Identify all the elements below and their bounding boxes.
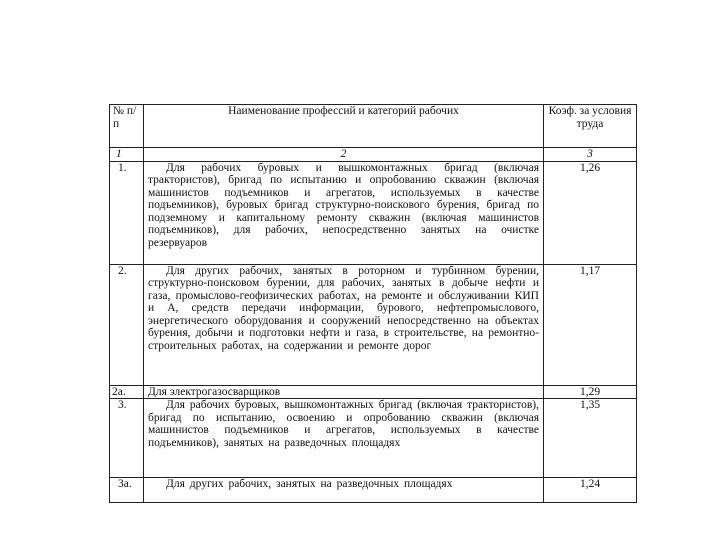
row-name-text: Для других рабочих, занятых на разведочных площадях — [166, 478, 453, 490]
table-row — [110, 161, 637, 264]
document-page — [109, 104, 636, 503]
row-num: 2а. — [110, 385, 144, 399]
row-name — [144, 478, 544, 503]
row-name — [144, 264, 544, 385]
header-coef-cell: Коэф. за условия труда — [544, 105, 637, 148]
row-num: 3а. — [110, 478, 144, 503]
header-num-cell: № п/п — [110, 105, 144, 148]
table-row — [110, 385, 637, 399]
header-name-cell: Наименование профессий и категорий рабочих — [144, 105, 544, 148]
row-name-text: Для рабочих буровых, вышкомонтажных бригад (включая трактористов), бригад по испытанию, освоению и опробованию скважин (включая машинистов подъемников и агрегатов, используемых в качестве подъемников), занятых на разведочных площадях — [148, 399, 539, 449]
row-name — [144, 399, 544, 478]
table-header-row — [110, 105, 637, 148]
table-row — [110, 399, 637, 478]
table-row — [110, 264, 637, 385]
row-coef: 1,17 — [544, 264, 637, 385]
row-coef: 1,29 — [544, 385, 637, 399]
row-coef: 1,35 — [544, 399, 637, 478]
row-num: 1. — [110, 161, 144, 264]
column-index-2: 2 — [144, 148, 544, 162]
row-name-text: Для других рабочих, занятых в роторном и турбинном бурении, структурно-поисковом бурении, для рабочих, занятых в добыче нефти и газа, промыслово-геофизических работах, на ремонте и обслуживании КИП и А, средств передачи информации, бурового, нефтепромыслового, энергетического оборудования и сооружений непосредственно на объектах бурения, добычи и подготовки нефти и газа, в строительстве, на ремонтно-строительных работах, на содержании и ремонте дорог — [148, 264, 539, 352]
row-name-text: Для рабочих буровых и вышкомонтажных бригад (включая трактористов), бригад по испытанию и опробованию скважин (включая машинистов подъемников и агрегатов, используемых в качестве подъемников), буровых бригад структурно-поискового бурения, бригад по подземному и капитальному ремонту скважин (включая машинистов подъемников), для рабочих, непосредственно занятых на очистке резервуаров — [148, 161, 539, 249]
column-index-3: 3 — [544, 148, 637, 162]
row-coef: 1,26 — [544, 161, 637, 264]
column-index-row — [110, 148, 637, 162]
coefficient-table — [109, 104, 637, 503]
row-coef: 1,24 — [544, 478, 637, 503]
column-index-1: 1 — [110, 148, 144, 162]
row-name — [144, 161, 544, 264]
row-name: Для электрогазосварщиков — [144, 385, 544, 399]
row-num: 2. — [110, 264, 144, 385]
row-num: 3. — [110, 399, 144, 478]
table-row — [110, 478, 637, 503]
